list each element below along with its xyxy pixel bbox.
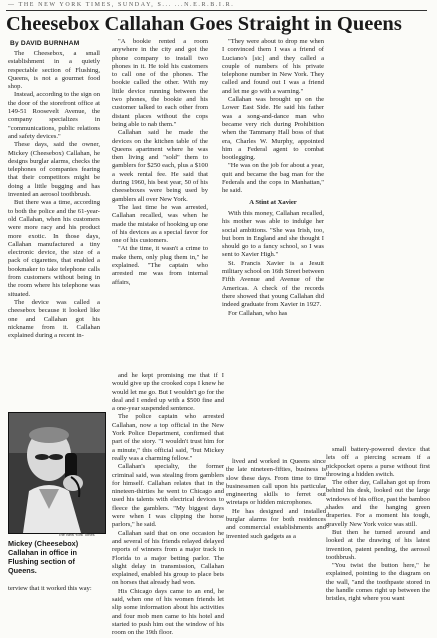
paragraph: Callahan was brought up on the Lower East Side. He said his father was a song-and-dance man who became very rich during Prohibition when the Tammany Hall boss of that era, Charles W. Murphy, appointed him a Federal agent to combat bootlegging. — [222, 96, 324, 162]
article-column-1 — [8, 50, 100, 410]
article-column-3 — [222, 38, 324, 398]
headline: Cheesebox Callahan Goes Straight in Queens — [6, 13, 402, 35]
paragraph: These days, said the owner, Mickey (Cheesebox) Callahan, he designs burglar alarms, checks the telephones of companies fearing that their competitors might be doing a little bugging and has invented an aerosol toothbrush. — [8, 141, 100, 199]
paragraph: Callahan said that on one occasion he and several of his friends relayed delayed reports of winners from a major track in Florida to a major betting parlor. The slight delay in transmission, Callahan explained, enabled his group to place bets on horses that already had won. — [112, 529, 224, 587]
paragraph: His Chicago days came to an end, he said, when one of his women friends let slip some information about his activities and four mob men came to his hotel and started to push him out the window of his room on the 19th floor. — [112, 587, 224, 637]
paragraph: Instead, according to the sign on the door of the storefront office at 149-51 Roosevelt Avenue, the company specializes in "communications, public relations and safety devices." — [8, 91, 100, 140]
byline: By DAVID BURNHAM — [10, 40, 80, 47]
photo-credit: The New York Times — [58, 532, 95, 537]
paragraph: "You twist the button here," he explained, pointing to the diagram on the wall, "and the toothpaste stored in the handle comes right up between the bristles, right where you want — [326, 562, 430, 603]
paragraph: and he kept promising me that if I would give up the crooked cops I knew he would let me go. But I wouldn't go for the deal and I ended up with a $500 fine and a one-year suspended sentence. — [112, 372, 224, 413]
portrait-illustration — [9, 413, 105, 533]
paragraph: lived and worked in Queens since the late nineteen-fifties, business is slow these days. From time to time businessmen call upon his particular engineering skills to ferret out wiretaps or hidden microphones. — [226, 458, 326, 507]
dateline: — THE NEW YORK TIMES, SUNDAY, S... ...N.E.R.B.I.R. — [8, 2, 235, 8]
paragraph: The last time he was arrested, Callahan recalled, was when he made the mistake of hooking up one of his devices as a special favor for one of his customers. — [112, 203, 208, 245]
subheading: A Stint at Xavier — [249, 198, 297, 206]
paragraph: He has designed and installed burglar alarms for both residences and commercial establishments and invented such gadgets as a — [226, 507, 326, 540]
article-column-2-lower — [112, 372, 224, 637]
paragraph: The device was called a cheesebox because it looked like one and Callahan got his nickname from it. Callahan explained during a recent in- — [8, 298, 100, 340]
paragraph: With this money, Callahan recalled, his mother was able to indulge her social ambitions. "She was Irish, too, but born in England and she thought I should go to a fancy school, so I was sent to Xavier High." — [222, 209, 324, 259]
paragraph: But then he turned around and looked at the drawing of his latest invention, patent pending, the aerosol toothbrush. — [326, 528, 430, 561]
paragraph: Callahan said he made the devices on the kitchen table of the Queens apartment where he was then living and "sold" them to gamblers for $250 each, plus a $100 a week rental fee. He said that during 1960, his best year, 50 of his cheeseboxes were being used by gamblers all over New York. — [112, 129, 208, 203]
photo-caption: Mickey (Cheesebox) Callahan in office in Flushing section of Queens. — [8, 539, 79, 575]
paragraph: The police captain who arrested Callahan, now a top official in the New York Police Department, confirmed that part of the story. "I wouldn't trust him for a minute," this official said, "but Mickey really was a charming fellow." — [112, 413, 224, 462]
portrait-photo — [8, 412, 106, 534]
paragraph: But there was a time, according to both the police and the 61-year-old Callahan, when his customers were more racy and his product more exotic. In those days, Callahan manufactured a tiny electronic device, the size of a pack of cigarettes, that enabled a bookmaker to take telephone calls from customers without being in the room where his telephone was situated. — [8, 199, 100, 298]
paragraph: Callahan's specialty, the former criminal said, was stealing from gamblers for himself. Callahan relates that in the nineteen-thirties he went to Chicago and used his talents with electrical devices to fleece the gamblers. "My biggest days were when I was clipping the horse parlors," he said. — [112, 463, 224, 529]
article-column-4 — [326, 446, 430, 632]
paragraph: St. Francis Xavier is a Jesuit military school on 16th Street between Fifth Avenue and Avenue of the Americas. A check of the records there showed that young Callahan did indeed graduate from Xavier in 1927. — [222, 259, 324, 309]
article-column-2 — [112, 38, 208, 370]
paragraph: The other day, Callahan got up from behind his desk, looked out the large windows of his office, past the bamboo shades and the hanging green draperies. For a moment his tough, gravelly New York voice was still. — [326, 479, 430, 528]
paragraph: The Cheesebox, a small establishment in a quietly respectable section of Flushing, Queens, is not a gourmet food shop. — [8, 50, 100, 91]
top-rule — [6, 10, 427, 11]
paragraph: "They were about to drop me when I convinced them I was a friend of Luciano's [sic] and they called a couple of numbers of his private telephone number in New York. They called and found out I was a friend and let me go with a warning." — [222, 38, 324, 95]
paragraph: "At the time, it wasn't a crime to make them, only plug them in," he explained. "The captain who arrested me was from internal affairs, — [112, 245, 208, 286]
paragraph: "A bookie rented a room anywhere in the city and got the phone company to install two phones in it. He told his customers to call one of the phones. The bookie called the other. With my little device running between the two phones, the bookie and his customer talked to each other from distant places without the cops being able to nab them." — [112, 38, 208, 128]
paragraph: For Callahan, who has — [228, 309, 288, 317]
paragraph: "He was on the job for about a year, quit and became the bag man for the Federals and the cops in Manhattan," he said. — [222, 162, 324, 195]
article-column-3-lower — [226, 458, 326, 632]
paragraph-continuation: terview that it worked this way: — [8, 585, 92, 592]
paragraph: small battery-powered device that lets off a piercing scream if a pickpocket opens a purse without first throwing a hidden switch. — [326, 446, 430, 478]
